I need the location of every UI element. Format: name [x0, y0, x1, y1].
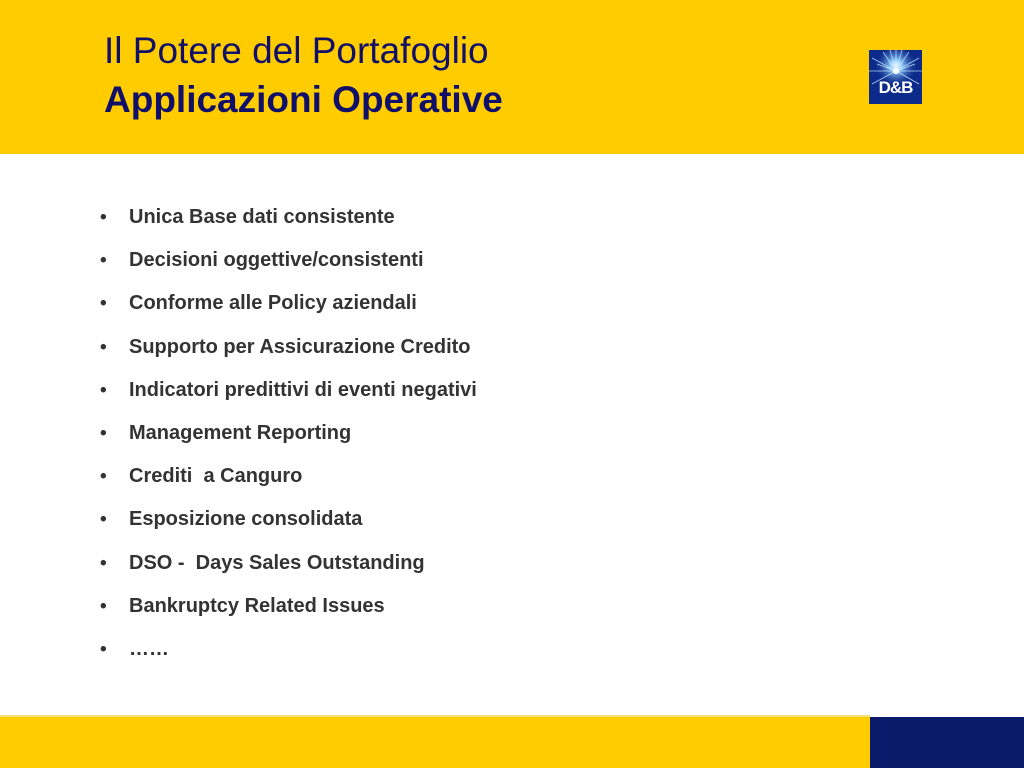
- bullet-text: Bankruptcy Related Issues: [129, 594, 385, 617]
- bullet-text: ……: [129, 637, 169, 660]
- footer-band: [0, 717, 870, 768]
- bullet-marker: •: [100, 595, 107, 617]
- bullet-text: Decisioni oggettive/consistenti: [129, 249, 424, 272]
- bullet-marker: •: [100, 336, 107, 358]
- bullet-text: Supporto per Assicurazione Credito: [129, 335, 471, 358]
- bullet-marker: •: [100, 552, 107, 574]
- bullet-text: Management Reporting: [129, 421, 352, 444]
- footer-blue-block: [870, 717, 1024, 768]
- bullet-marker: •: [100, 466, 107, 488]
- bullet-text: Conforme alle Policy aziendali: [129, 292, 417, 315]
- bullet-text: Crediti a Canguro: [129, 465, 303, 488]
- slide-title: Il Potere del Portafoglio: [104, 30, 489, 71]
- bullet-marker: •: [100, 509, 107, 531]
- slide-subtitle: Applicazioni Operative: [104, 79, 503, 120]
- bullet-text: Esposizione consolidata: [129, 508, 363, 531]
- bullet-marker: •: [100, 207, 107, 228]
- dnb-logo: [869, 50, 922, 104]
- bullet-text: Indicatori predittivi di eventi negativi: [129, 378, 477, 401]
- bullet-marker: •: [100, 379, 107, 401]
- bullet-text: Unica Base dati consistente: [129, 206, 395, 228]
- bullet-marker: •: [100, 422, 107, 444]
- logo-text: D&B: [878, 78, 913, 97]
- bullet-text: DSO - Days Sales Outstanding: [129, 551, 425, 574]
- bullet-marker: •: [100, 293, 107, 315]
- bullet-marker: •: [100, 638, 107, 660]
- bullet-marker: •: [100, 250, 107, 272]
